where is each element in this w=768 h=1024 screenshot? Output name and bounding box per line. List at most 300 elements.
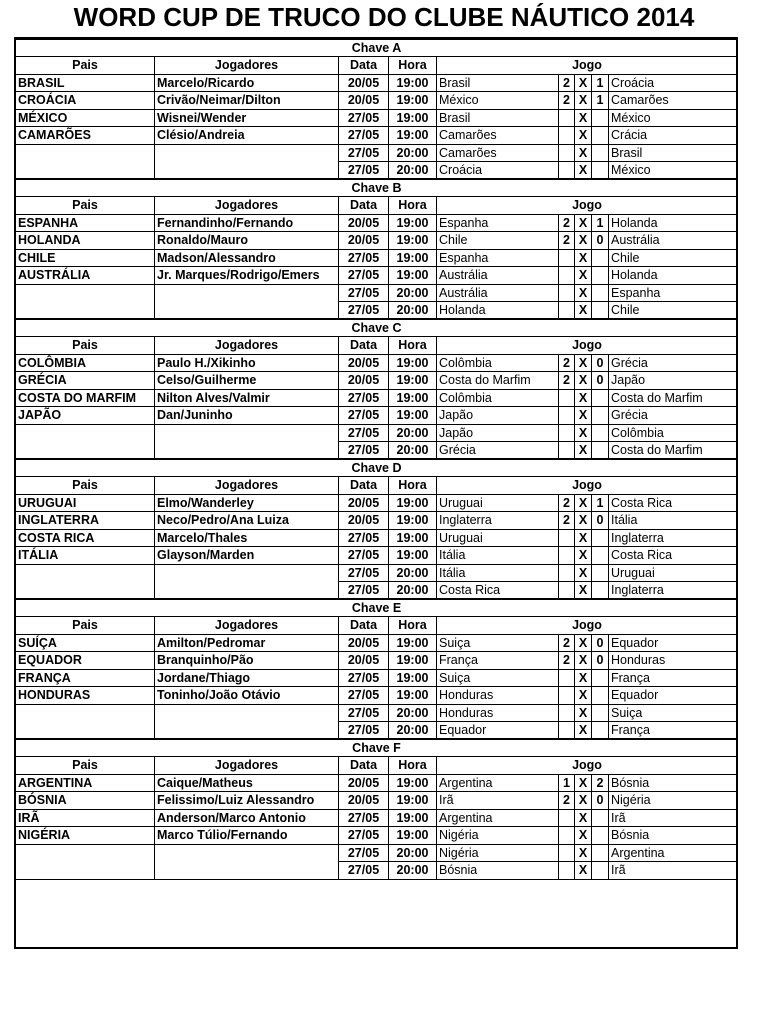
- team-players: Marcelo/Ricardo: [155, 74, 339, 92]
- match-home-team: Japão: [437, 424, 559, 442]
- match-time: 19:00: [389, 372, 437, 390]
- match-away-team: Nigéria: [609, 792, 738, 810]
- match-away-team: Crácia: [609, 127, 738, 145]
- group-title-row: [16, 319, 738, 337]
- match-home-team: Itália: [437, 564, 559, 582]
- match-date: 27/05: [339, 249, 389, 267]
- team-players: Neco/Pedro/Ana Luiza: [155, 512, 339, 530]
- match-home-team: Itália: [437, 547, 559, 565]
- header-pais: Pais: [16, 477, 155, 495]
- header-jogadores: Jogadores: [155, 337, 339, 355]
- table-row: [16, 144, 738, 162]
- match-home-team: Irã: [437, 792, 559, 810]
- table-row: [16, 669, 738, 687]
- match-away-team: França: [609, 722, 738, 740]
- match-away-score: 1: [592, 494, 609, 512]
- match-home-team: Costa Rica: [437, 582, 559, 600]
- group-title: Chave F: [16, 739, 738, 757]
- team-country: JAPÃO: [16, 407, 155, 425]
- match-time: 19:00: [389, 512, 437, 530]
- team-country: CAMARÕES: [16, 127, 155, 145]
- empty-cell: [155, 284, 339, 319]
- match-time: 19:00: [389, 127, 437, 145]
- match-home-score: [559, 844, 575, 862]
- match-away-score: 0: [592, 232, 609, 250]
- match-home-score: [559, 109, 575, 127]
- header-row: [16, 617, 738, 635]
- match-away-team: Brasil: [609, 144, 738, 162]
- match-away-team: Costa do Marfim: [609, 442, 738, 460]
- table-row: [16, 284, 738, 302]
- match-time: 19:00: [389, 669, 437, 687]
- match-time: 19:00: [389, 109, 437, 127]
- team-country: BÓSNIA: [16, 792, 155, 810]
- empty-cell: [155, 564, 339, 599]
- team-players: Wisnei/Wender: [155, 109, 339, 127]
- match-home-score: [559, 284, 575, 302]
- match-versus: X: [575, 827, 592, 845]
- match-versus: X: [575, 162, 592, 180]
- team-players: Paulo H./Xikinho: [155, 354, 339, 372]
- group-title-row: [16, 459, 738, 477]
- match-away-team: Grécia: [609, 407, 738, 425]
- match-date: 27/05: [339, 862, 389, 880]
- table-row: [16, 774, 738, 792]
- table-row: [16, 809, 738, 827]
- match-time: 19:00: [389, 214, 437, 232]
- match-away-score: 1: [592, 214, 609, 232]
- match-away-score: [592, 249, 609, 267]
- match-home-team: Colômbia: [437, 389, 559, 407]
- match-home-score: [559, 809, 575, 827]
- match-away-team: Chile: [609, 249, 738, 267]
- match-away-score: 0: [592, 354, 609, 372]
- match-versus: X: [575, 722, 592, 740]
- page-title: WORD CUP DE TRUCO DO CLUBE NÁUTICO 2014: [73, 2, 695, 32]
- match-away-team: Itália: [609, 512, 738, 530]
- match-versus: X: [575, 704, 592, 722]
- team-country: COLÔMBIA: [16, 354, 155, 372]
- header-jogo: Jogo: [437, 57, 738, 75]
- team-country: EQUADOR: [16, 652, 155, 670]
- match-date: 27/05: [339, 162, 389, 180]
- empty-cell: [16, 704, 155, 739]
- match-away-score: [592, 862, 609, 880]
- match-date: 27/05: [339, 424, 389, 442]
- header-pais: Pais: [16, 197, 155, 215]
- match-time: 19:00: [389, 232, 437, 250]
- match-versus: X: [575, 547, 592, 565]
- match-home-team: Uruguai: [437, 529, 559, 547]
- match-away-team: México: [609, 109, 738, 127]
- match-versus: X: [575, 109, 592, 127]
- match-away-score: [592, 809, 609, 827]
- match-home-score: [559, 144, 575, 162]
- table-row: [16, 529, 738, 547]
- match-home-team: Grécia: [437, 442, 559, 460]
- match-away-score: 0: [592, 372, 609, 390]
- header-row: [16, 197, 738, 215]
- match-away-score: [592, 302, 609, 320]
- match-away-score: 0: [592, 792, 609, 810]
- team-country: HOLANDA: [16, 232, 155, 250]
- empty-cell: [155, 704, 339, 739]
- match-versus: X: [575, 354, 592, 372]
- match-away-score: [592, 564, 609, 582]
- match-home-team: Honduras: [437, 687, 559, 705]
- match-home-team: Camarões: [437, 144, 559, 162]
- match-date: 27/05: [339, 407, 389, 425]
- header-jogo: Jogo: [437, 197, 738, 215]
- team-players: Marco Túlio/Fernando: [155, 827, 339, 845]
- table-row: [16, 407, 738, 425]
- team-players: Crivão/Neimar/Dilton: [155, 92, 339, 110]
- header-jogadores: Jogadores: [155, 57, 339, 75]
- table-row: [16, 564, 738, 582]
- match-home-team: Croácia: [437, 162, 559, 180]
- match-home-team: Espanha: [437, 214, 559, 232]
- table-row: [16, 249, 738, 267]
- match-away-team: Costa Rica: [609, 547, 738, 565]
- match-versus: X: [575, 687, 592, 705]
- header-pais: Pais: [16, 337, 155, 355]
- match-time: 20:00: [389, 564, 437, 582]
- match-away-team: México: [609, 162, 738, 180]
- match-home-score: 1: [559, 774, 575, 792]
- match-versus: X: [575, 249, 592, 267]
- match-away-team: Austrália: [609, 232, 738, 250]
- team-players: Jr. Marques/Rodrigo/Emers: [155, 267, 339, 285]
- match-time: 20:00: [389, 442, 437, 460]
- match-away-team: Bósnia: [609, 774, 738, 792]
- team-players: Anderson/Marco Antonio: [155, 809, 339, 827]
- match-home-score: [559, 267, 575, 285]
- header-jogadores: Jogadores: [155, 617, 339, 635]
- team-country: ARGENTINA: [16, 774, 155, 792]
- match-home-score: [559, 582, 575, 600]
- match-away-score: [592, 827, 609, 845]
- match-home-team: México: [437, 92, 559, 110]
- match-time: 19:00: [389, 407, 437, 425]
- table-row: [16, 232, 738, 250]
- match-home-score: [559, 407, 575, 425]
- header-jogadores: Jogadores: [155, 197, 339, 215]
- team-players: Fernandinho/Fernando: [155, 214, 339, 232]
- team-country: INGLATERRA: [16, 512, 155, 530]
- team-country: AUSTRÁLIA: [16, 267, 155, 285]
- table-row: [16, 74, 738, 92]
- match-time: 19:00: [389, 687, 437, 705]
- match-away-score: [592, 687, 609, 705]
- header-pais: Pais: [16, 757, 155, 775]
- empty-cell: [16, 844, 155, 879]
- match-away-score: [592, 389, 609, 407]
- match-time: 20:00: [389, 582, 437, 600]
- table-row: [16, 844, 738, 862]
- match-home-score: 2: [559, 74, 575, 92]
- match-home-team: Nigéria: [437, 827, 559, 845]
- table-row: [16, 127, 738, 145]
- match-home-team: Argentina: [437, 809, 559, 827]
- match-date: 20/05: [339, 74, 389, 92]
- match-home-team: Brasil: [437, 74, 559, 92]
- table-row: [16, 547, 738, 565]
- match-home-score: 2: [559, 494, 575, 512]
- team-players: Toninho/João Otávio: [155, 687, 339, 705]
- match-date: 27/05: [339, 564, 389, 582]
- header-jogadores: Jogadores: [155, 477, 339, 495]
- team-country: SUÍÇA: [16, 634, 155, 652]
- match-away-score: [592, 162, 609, 180]
- match-date: 20/05: [339, 512, 389, 530]
- team-players: Jordane/Thiago: [155, 669, 339, 687]
- match-date: 27/05: [339, 722, 389, 740]
- match-away-team: Bósnia: [609, 827, 738, 845]
- empty-cell: [16, 144, 155, 179]
- match-away-team: Costa Rica: [609, 494, 738, 512]
- match-date: 27/05: [339, 284, 389, 302]
- match-versus: X: [575, 372, 592, 390]
- team-country: CHILE: [16, 249, 155, 267]
- table-row: [16, 652, 738, 670]
- team-players: Felissimo/Luiz Alessandro: [155, 792, 339, 810]
- team-players: Caique/Matheus: [155, 774, 339, 792]
- team-country: ITÁLIA: [16, 547, 155, 565]
- match-home-score: [559, 442, 575, 460]
- match-away-team: Japão: [609, 372, 738, 390]
- table-row: [16, 792, 738, 810]
- team-players: Nilton Alves/Valmir: [155, 389, 339, 407]
- match-date: 27/05: [339, 442, 389, 460]
- match-versus: X: [575, 564, 592, 582]
- match-away-score: [592, 284, 609, 302]
- match-away-team: Uruguai: [609, 564, 738, 582]
- match-versus: X: [575, 92, 592, 110]
- header-hora: Hora: [389, 197, 437, 215]
- table-row: [16, 372, 738, 390]
- header-hora: Hora: [389, 477, 437, 495]
- match-versus: X: [575, 512, 592, 530]
- header-row: [16, 757, 738, 775]
- match-versus: X: [575, 582, 592, 600]
- match-versus: X: [575, 267, 592, 285]
- team-country: FRANÇA: [16, 669, 155, 687]
- match-away-team: Irã: [609, 809, 738, 827]
- match-home-score: 2: [559, 232, 575, 250]
- empty-cell: [16, 284, 155, 319]
- header-row: [16, 57, 738, 75]
- team-country: CROÁCIA: [16, 92, 155, 110]
- match-date: 20/05: [339, 214, 389, 232]
- match-away-score: [592, 844, 609, 862]
- match-date: 20/05: [339, 232, 389, 250]
- match-home-team: Camarões: [437, 127, 559, 145]
- group-title: Chave E: [16, 599, 738, 617]
- match-away-team: Inglaterra: [609, 582, 738, 600]
- match-home-team: Suiça: [437, 669, 559, 687]
- header-data: Data: [339, 477, 389, 495]
- group-title: Chave B: [16, 179, 738, 197]
- table-row: [16, 267, 738, 285]
- match-away-score: [592, 127, 609, 145]
- match-date: 20/05: [339, 494, 389, 512]
- match-versus: X: [575, 634, 592, 652]
- match-home-score: [559, 687, 575, 705]
- empty-cell: [155, 144, 339, 179]
- match-home-score: [559, 162, 575, 180]
- match-home-team: Espanha: [437, 249, 559, 267]
- match-date: 27/05: [339, 144, 389, 162]
- match-home-team: França: [437, 652, 559, 670]
- match-date: 27/05: [339, 302, 389, 320]
- empty-cell: [16, 564, 155, 599]
- match-time: 19:00: [389, 389, 437, 407]
- match-away-team: Camarões: [609, 92, 738, 110]
- match-away-team: Costa do Marfim: [609, 389, 738, 407]
- header-pais: Pais: [16, 617, 155, 635]
- match-time: 19:00: [389, 267, 437, 285]
- match-away-team: Equador: [609, 634, 738, 652]
- group-title-row: [16, 599, 738, 617]
- match-home-team: Argentina: [437, 774, 559, 792]
- match-away-team: Suiça: [609, 704, 738, 722]
- match-time: 20:00: [389, 862, 437, 880]
- table-row: [16, 354, 738, 372]
- match-away-team: Colômbia: [609, 424, 738, 442]
- match-date: 27/05: [339, 267, 389, 285]
- tournament-table: [15, 38, 738, 880]
- match-home-score: [559, 704, 575, 722]
- match-away-score: 1: [592, 74, 609, 92]
- header-hora: Hora: [389, 617, 437, 635]
- table-row: [16, 512, 738, 530]
- match-home-team: Uruguai: [437, 494, 559, 512]
- table-row: [16, 109, 738, 127]
- match-versus: X: [575, 494, 592, 512]
- header-data: Data: [339, 197, 389, 215]
- match-home-score: [559, 564, 575, 582]
- match-home-score: [559, 827, 575, 845]
- match-away-score: [592, 407, 609, 425]
- match-home-score: [559, 389, 575, 407]
- empty-cell: [155, 424, 339, 459]
- match-home-score: [559, 862, 575, 880]
- header-pais: Pais: [16, 57, 155, 75]
- team-players: Marcelo/Thales: [155, 529, 339, 547]
- match-home-team: Honduras: [437, 704, 559, 722]
- table-row: [16, 687, 738, 705]
- team-players: Amilton/Pedromar: [155, 634, 339, 652]
- match-time: 19:00: [389, 529, 437, 547]
- match-away-team: Equador: [609, 687, 738, 705]
- empty-cell: [155, 844, 339, 879]
- match-away-score: [592, 582, 609, 600]
- table-row: [16, 214, 738, 232]
- table-row: [16, 494, 738, 512]
- match-versus: X: [575, 844, 592, 862]
- group-title: Chave C: [16, 319, 738, 337]
- match-date: 27/05: [339, 582, 389, 600]
- match-versus: X: [575, 74, 592, 92]
- match-time: 19:00: [389, 774, 437, 792]
- match-home-score: 2: [559, 214, 575, 232]
- match-date: 27/05: [339, 844, 389, 862]
- match-home-team: Austrália: [437, 267, 559, 285]
- match-versus: X: [575, 302, 592, 320]
- group-title-row: [16, 739, 738, 757]
- header-data: Data: [339, 337, 389, 355]
- match-date: 27/05: [339, 687, 389, 705]
- match-versus: X: [575, 442, 592, 460]
- match-date: 27/05: [339, 704, 389, 722]
- header-data: Data: [339, 57, 389, 75]
- match-time: 19:00: [389, 249, 437, 267]
- header-jogo: Jogo: [437, 337, 738, 355]
- team-country: IRÃ: [16, 809, 155, 827]
- team-country: GRÉCIA: [16, 372, 155, 390]
- team-country: HONDURAS: [16, 687, 155, 705]
- table-row: [16, 92, 738, 110]
- match-home-score: [559, 424, 575, 442]
- header-row: [16, 337, 738, 355]
- match-home-team: Inglaterra: [437, 512, 559, 530]
- match-away-score: [592, 704, 609, 722]
- match-home-score: 2: [559, 372, 575, 390]
- match-date: 20/05: [339, 354, 389, 372]
- match-away-score: [592, 722, 609, 740]
- match-date: 20/05: [339, 372, 389, 390]
- table-row: [16, 704, 738, 722]
- match-versus: X: [575, 529, 592, 547]
- match-home-score: [559, 249, 575, 267]
- match-date: 20/05: [339, 792, 389, 810]
- match-away-score: [592, 442, 609, 460]
- team-country: ESPANHA: [16, 214, 155, 232]
- match-time: 19:00: [389, 74, 437, 92]
- match-time: 20:00: [389, 284, 437, 302]
- match-away-team: Croácia: [609, 74, 738, 92]
- match-versus: X: [575, 389, 592, 407]
- header-jogadores: Jogadores: [155, 757, 339, 775]
- table-row: [16, 389, 738, 407]
- match-time: 19:00: [389, 634, 437, 652]
- table-row: [16, 424, 738, 442]
- match-away-score: 0: [592, 652, 609, 670]
- match-date: 27/05: [339, 669, 389, 687]
- match-away-team: Inglaterra: [609, 529, 738, 547]
- header-data: Data: [339, 757, 389, 775]
- match-date: 27/05: [339, 529, 389, 547]
- team-players: Elmo/Wanderley: [155, 494, 339, 512]
- match-away-team: Argentina: [609, 844, 738, 862]
- team-players: Clésio/Andreia: [155, 127, 339, 145]
- match-away-score: [592, 547, 609, 565]
- match-away-score: [592, 669, 609, 687]
- team-players: Glayson/Marden: [155, 547, 339, 565]
- match-home-score: [559, 722, 575, 740]
- header-data: Data: [339, 617, 389, 635]
- team-players: Madson/Alessandro: [155, 249, 339, 267]
- table-row: [16, 827, 738, 845]
- match-away-score: [592, 267, 609, 285]
- match-date: 20/05: [339, 774, 389, 792]
- header-hora: Hora: [389, 57, 437, 75]
- table-row: [16, 634, 738, 652]
- match-date: 27/05: [339, 109, 389, 127]
- match-home-team: Austrália: [437, 284, 559, 302]
- group-title-row: [16, 39, 738, 57]
- team-country: BRASIL: [16, 74, 155, 92]
